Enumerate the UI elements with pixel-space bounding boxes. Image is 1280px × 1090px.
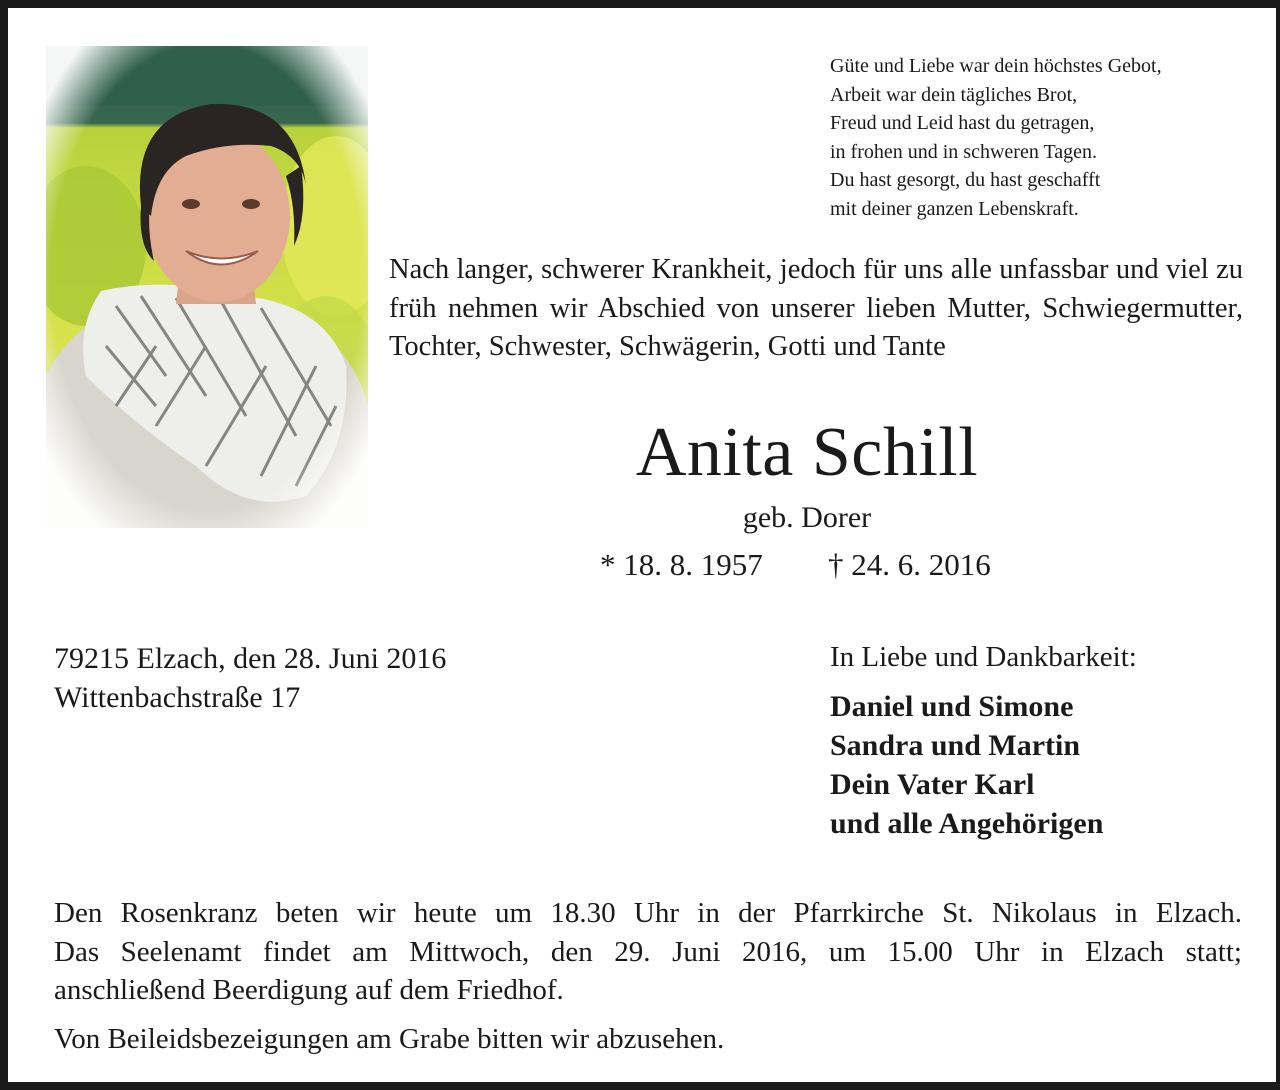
maiden-name: geb. Dorer [742,501,872,534]
poem-line: Arbeit war dein tägliches Brot, [830,83,1078,106]
death-date: † 24. 6. 2016 [828,547,991,582]
service-line: Das Seelenamt findet am Mittwoch, den 29. Juni 2016, um 15.00 Uhr in Elzach statt; [54,935,1242,968]
place-date-line: 79215 Elzach, den 28. Juni 2016 [54,642,447,675]
closing-note: Von Beileidsbezeigungen am Grabe bitten wir abzusehen. [54,1023,725,1055]
mourner-name: Dein Vater Karl [830,768,1035,801]
service-line: Den Rosenkranz beten wir heute um 18.30 Uhr in der Pfarrkirche St. Nikolaus in Elzach. [54,897,1242,929]
mourner-name: Sandra und Martin [830,729,1081,762]
service-information [54,894,1242,1010]
portrait-photo-icon [46,46,368,528]
poem-line: Freud und Leid hast du getragen, [830,112,1095,135]
place-and-date [54,639,446,717]
memorial-poem [830,52,1270,224]
announcement-text: Nach langer, schwerer Krankheit, jedoch für uns alle unfassbar und viel zu früh nehmen wir Abschied von unserer lieben Mutter, Schwiegermutter, Tochter, Schwester, Schwägerin, Gotti und Tante [389,254,1243,362]
poem-line: Du hast gesorgt, du hast geschafft [830,169,1101,192]
mourner-name: Daniel und Simone [830,690,1074,723]
deceased-name: Anita Schill [635,414,979,491]
mourners-list [830,687,1103,843]
mourner-name: und alle Angehörigen [830,807,1104,840]
birth-date: * 18. 8. 1957 [600,547,763,582]
poem-line: mit deiner ganzen Lebenskraft. [830,197,1079,220]
poem-line: Güte und Liebe war dein höchstes Gebot, [830,55,1162,77]
poem-line: in frohen und in schweren Tagen. [830,140,1098,163]
service-line: anschließend Beerdigung auf dem Friedhof. [54,974,564,1006]
thanks-label: In Liebe und Dankbarkeit: [830,641,1137,673]
address-line: Wittenbachstraße 17 [54,681,301,714]
